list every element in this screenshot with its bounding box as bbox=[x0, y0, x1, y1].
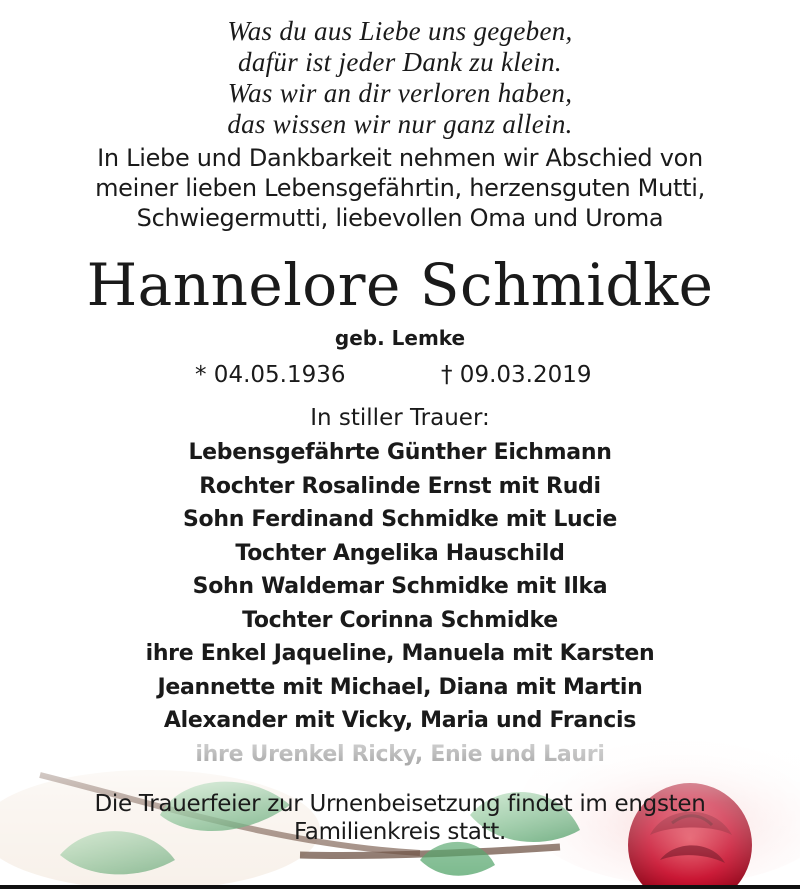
mourners-list bbox=[0, 436, 800, 771]
life-dates bbox=[0, 360, 800, 394]
mourner-entry: Jeannette mit Michael, Diana mit Martin bbox=[157, 674, 643, 700]
deceased-name: Hannelore Schmidke bbox=[86, 251, 714, 319]
poem-line: dafür ist jeder Dank zu klein. bbox=[238, 47, 562, 77]
mourner-entry: Sohn Waldemar Schmidke mit Ilka bbox=[192, 574, 608, 599]
death-date: † 09.03.2019 bbox=[441, 362, 592, 388]
mourner-entry: Lebensgefährte Günther Eichmann bbox=[188, 440, 612, 465]
mourner-entry: Sohn Ferdinand Schmidke mit Lucie bbox=[182, 507, 618, 532]
birth-name: geb. Lemke bbox=[334, 326, 466, 350]
intro-line: In Liebe und Dankbarkeit nehmen wir Abschied von bbox=[97, 144, 703, 172]
birth-date: * 04.05.1936 bbox=[195, 362, 346, 388]
ceremony-line: Die Trauerfeier zur Urnenbeisetzung findet im engsten bbox=[94, 791, 706, 817]
poem-line: Was wir an dir verloren haben, bbox=[227, 78, 573, 108]
mourner-entry: Tochter Corinna Schmidke bbox=[242, 607, 558, 633]
mourner-entry: Alexander mit Vicky, Maria und Francis bbox=[163, 708, 637, 733]
poem-line: das wissen wir nur ganz allein. bbox=[227, 109, 573, 139]
poem-line: Was du aus Liebe uns gegeben, bbox=[227, 16, 573, 46]
ceremony-line: Familienkreis statt. bbox=[293, 819, 507, 845]
mourner-entry: ihre Enkel Jaqueline, Manuela mit Karsten bbox=[145, 641, 655, 666]
mourner-entry: Rochter Rosalinde Ernst mit Rudi bbox=[199, 473, 601, 499]
ceremony-notice bbox=[0, 790, 800, 846]
intro-line: Schwiegermutti, liebevollen Oma und Uroma bbox=[136, 204, 664, 232]
farewell-intro bbox=[0, 143, 800, 233]
mourning-heading: In stiller Trauer: bbox=[310, 405, 490, 431]
memorial-poem bbox=[0, 16, 800, 140]
intro-line: meiner lieben Lebensgefährtin, herzensguten Mutti, bbox=[95, 174, 705, 202]
mourner-entry: Tochter Angelika Hauschild bbox=[235, 540, 565, 566]
